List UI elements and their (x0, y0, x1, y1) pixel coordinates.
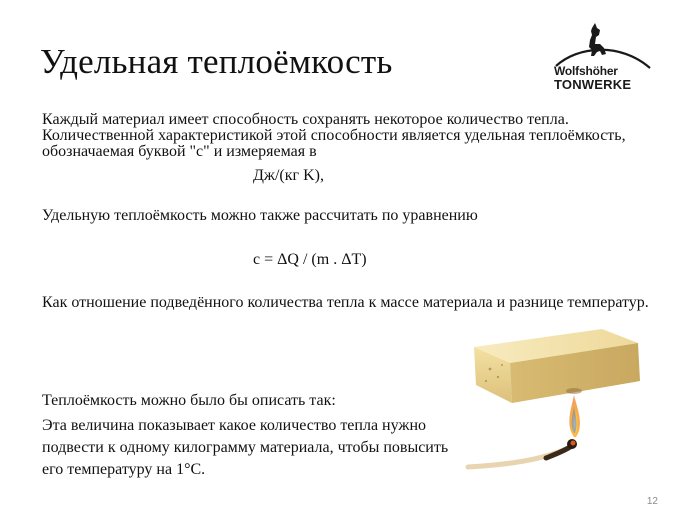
paragraph-equation-intro: Удельную теплоёмкость можно также рассчитать по уравнению (42, 207, 478, 224)
paragraph-description-intro: Теплоёмкость можно было бы описать так: (42, 392, 336, 409)
page-number: 12 (646, 496, 658, 507)
paragraph-ratio: Как отношение подведённого количества тепла к массе материала и разнице температур. (42, 294, 649, 311)
brick-heated-by-match-image (462, 325, 662, 495)
formula: c = ΔQ / (m . ΔT) (253, 251, 367, 268)
slide-title: Удельная теплоёмкость (40, 42, 393, 81)
unit-text: Дж/(кг K), (253, 167, 324, 184)
paragraph-definition: Каждый материал имеет способность сохранять некоторое количество тепла. Количественной характеристикой этой способности является удельная теплоёмкость, обозначаемая буквой "c" и измеряемая в (42, 111, 626, 160)
paragraph-description: Эта величина показывает какое количество тепла нужно подвести к одному килограмму материала, чтобы повысить его температуру на 1°C. (42, 417, 449, 478)
logo-line2: TONWERKE (554, 77, 632, 92)
company-logo (548, 20, 658, 92)
logo-line1: Wolfshöher (554, 64, 618, 78)
